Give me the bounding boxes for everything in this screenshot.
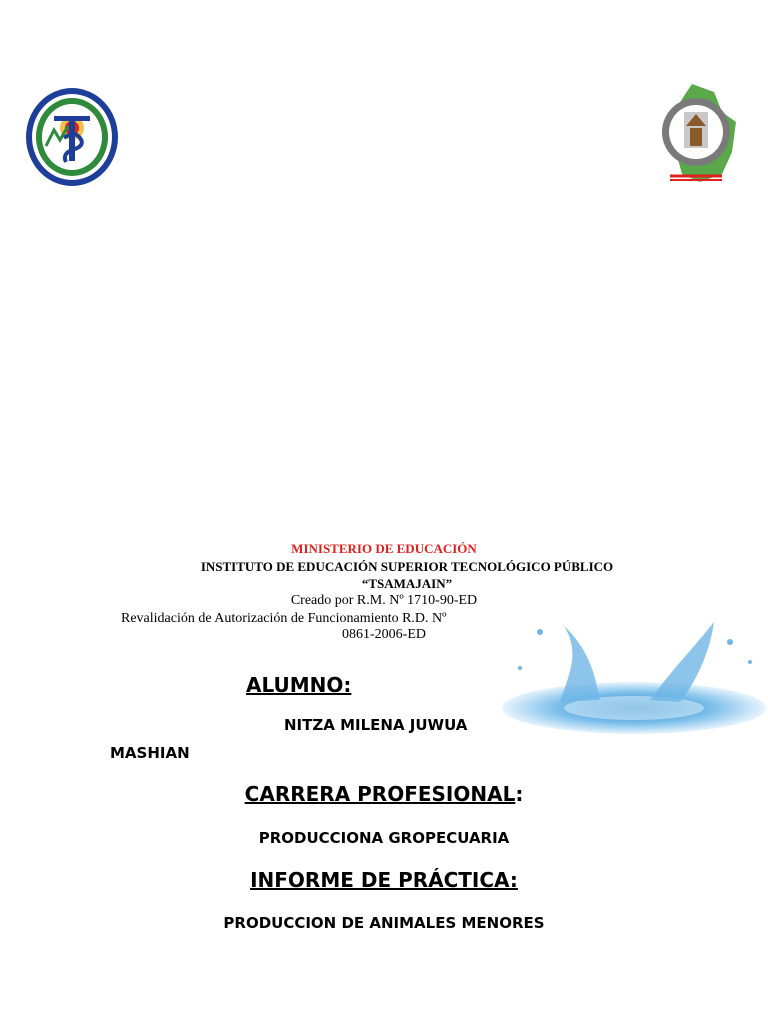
revalidation-text: Revalidación de Autorización de Funcionamiento R.D. Nº (121, 611, 447, 626)
creation-resolution: Creado por R.M. Nº 1710-90-ED (290, 593, 478, 608)
institute-name: “TSAMAJAIN” (361, 576, 453, 591)
institute-seal-logo (24, 86, 120, 188)
student-label: ALUMNO: (246, 673, 352, 697)
student-name-line1: NITZA MILENA JUWUA (284, 716, 468, 734)
institute-title: INSTITUTO DE EDUCACIÓN SUPERIOR TECNOLÓGICO PÚBLICO (200, 559, 614, 574)
career-label: CARRERA PROFESIONAL (244, 782, 516, 806)
career-colon: : (515, 782, 524, 806)
report-title: PRODUCCION DE ANIMALES MENORES (223, 914, 545, 932)
report-heading: INFORME DE PRÁCTICA: (250, 868, 518, 892)
regional-government-seal-logo (652, 82, 746, 184)
ministry-heading: MINISTERIO DE EDUCACIÓN (291, 541, 477, 556)
career-value: PRODUCCIONA GROPECUARIA (258, 829, 510, 847)
revalidation-number: 0861-2006-ED (342, 627, 426, 642)
student-name-line2: MASHIAN (110, 744, 190, 762)
institute-heading (60, 558, 754, 592)
career-heading (0, 782, 768, 806)
